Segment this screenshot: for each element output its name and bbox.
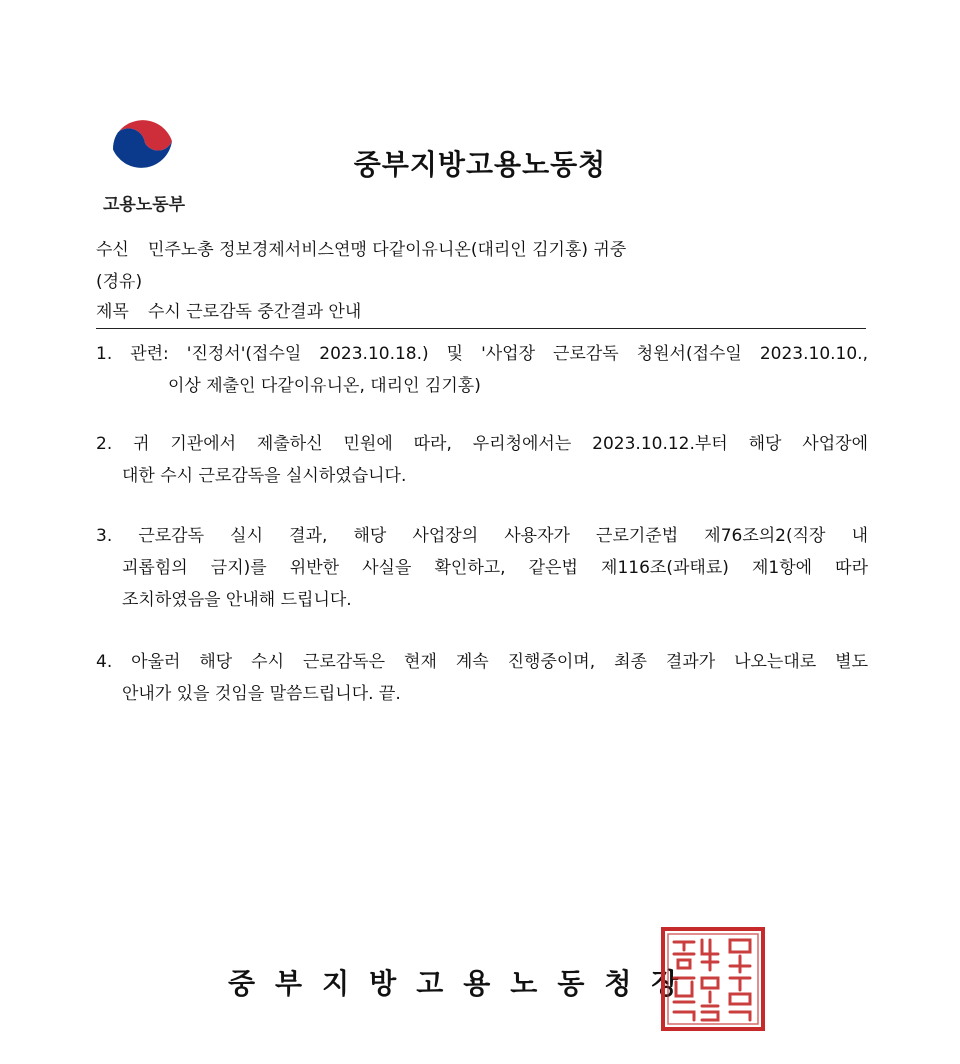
paragraph-2-line-2: 대한 수시 근로감독을 실시하였습니다. [122, 466, 407, 486]
recipient-label: 수신 [96, 240, 129, 260]
header-divider [96, 328, 866, 329]
paragraph-3 [96, 520, 868, 616]
paragraph-1 [96, 338, 868, 402]
subject-label: 제목 [96, 302, 129, 322]
subject-value: 수시 근로감독 중간결과 안내 [148, 302, 362, 322]
paragraph-4 [96, 646, 868, 710]
paragraph-3-line-2: 괴롭힘의 금지)를 위반한 사실을 확인하고, 같은법 제116조(과태료) 제1항에 따라 [122, 558, 868, 578]
signature: 중부지방고용노동청장 [228, 967, 699, 1000]
paragraph-3-line-3: 조치하였음을 안내해 드립니다. [122, 590, 352, 610]
page-title: 중부지방고용노동청 [353, 148, 607, 181]
paragraph-4-line-1: 4. 아울러 해당 수시 근로감독은 현재 계속 진행중이며, 최종 결과가 나오는대로 별도 [96, 652, 868, 672]
paragraph-2-line-1: 2. 귀 기관에서 제출하신 민원에 따라, 우리청에서는 2023.10.12.부터 해당 사업장에 [96, 434, 868, 454]
logo-text: 고용노동부 [102, 195, 186, 215]
recipient-value: 민주노총 정보경제서비스연맹 다같이유니온(대리인 김기홍) 귀중 [148, 240, 627, 260]
paragraph-3-line-1: 3. 근로감독 실시 결과, 해당 사업장의 사용자가 근로기준법 제76조의2(직장 내 [96, 526, 868, 546]
official-seal-stamp [660, 926, 766, 1032]
paragraph-1-line-1: 1. 관련: '진정서'(접수일 2023.10.18.) 및 '사업장 근로감독 청원서(접수일 2023.10.10., [96, 344, 868, 364]
paragraph-4-line-2: 안내가 있을 것임을 말씀드립니다. 끝. [122, 684, 401, 704]
recipient-line [96, 240, 626, 260]
via-line: (경유) [96, 272, 143, 292]
paragraph-2 [96, 428, 868, 492]
subject-line [96, 302, 361, 322]
paragraph-1-line-2: 이상 제출인 다같이유니온, 대리인 김기홍) [168, 376, 481, 396]
